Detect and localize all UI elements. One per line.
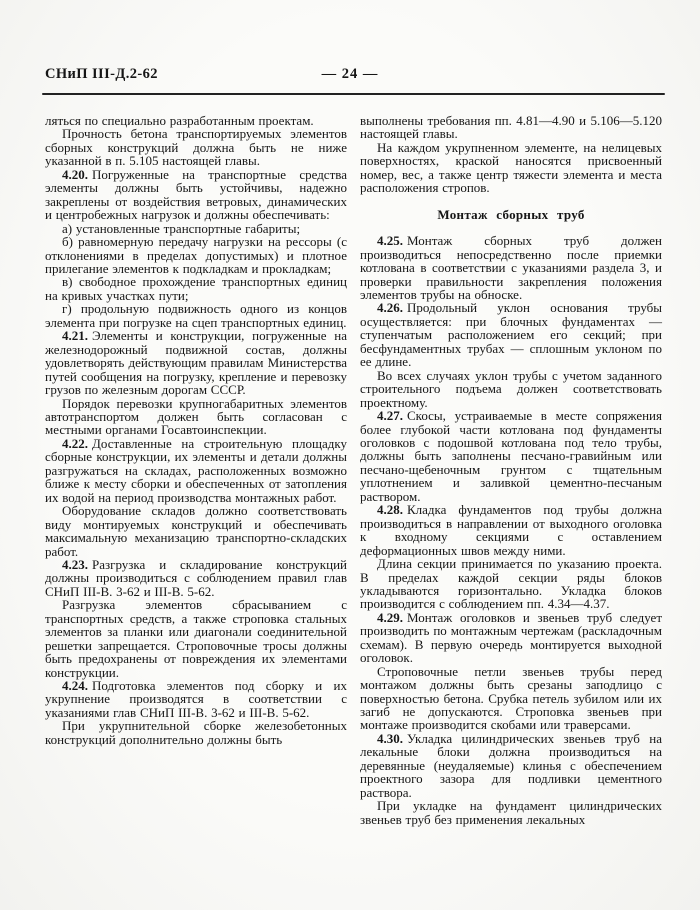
paragraph-number: 4.22. [62,435,88,451]
paragraph-text: Укладка цилиндрических звеньев труб на лекальные блоки должна производиться на деревянные (неудаляемые) клинья с обеспечением проектного зазора для подливки цементного раствора. [360,730,662,800]
paragraph [45,679,347,719]
header-rule [42,93,665,95]
paragraph-text: Разгрузка и складирование конструкций должны производиться с соблюдением правил глав СНиП III-В. 3-62 и III-В. 5-62. [45,556,347,599]
paragraph [360,114,662,141]
paragraph-text: Продольный уклон основания трубы осуществляется: при блочных фундаментах — ступенчатым расположением его секций; при бесфундаментных трубах — сплошным уклоном по ее длине. [360,300,662,370]
paragraph [360,301,662,368]
paragraph [45,437,347,504]
paragraph-text: Длина секции принимается по указанию проекта. В пределах каждой секции ряды блоков укладываются горизонтально. Укладка блоков производится с соблюдением пп. 4.34—4.37. [360,556,662,612]
paragraph-text: выполнены требования пп. 4.81—4.90 и 5.106—5.120 настоящей главы. [360,113,662,142]
paragraph [45,558,347,598]
paragraph-text: Прочность бетона транспортируемых элементов сборных конструкций должна быть не ниже указанной в п. 5.105 настоящей главы. [45,126,347,169]
paragraph [360,369,662,409]
page-header [0,66,700,86]
paragraph-number: 4.25. [377,233,403,249]
paragraph [45,598,347,679]
paragraph [45,168,347,222]
paragraph-number: 4.26. [377,300,403,316]
paragraph [45,329,347,396]
paragraph-number: 4.20. [62,166,88,182]
paragraph [360,234,662,301]
paragraph [360,557,662,611]
paragraph-number: 4.28. [377,502,403,518]
paragraph-text: Разгрузка элементов сбрасыванием с транспортных средств, а также строповка стальных элементов за планки или диагонали соединительной решетки запрещается. Строповочные тросы должны быть предохранены от повреждения их элементами конструкции. [45,597,347,680]
paragraph-number: 4.30. [377,730,403,746]
paragraph-text: Монтаж сборных труб должен производиться непосредственно после приемки котлована в соответствии с указаниями раздела 3, и проверки правильности закрепления положения элементов трубы на обноске. [360,233,662,302]
paragraph-number: 4.29. [377,609,403,625]
paragraph-text: б) равномерную передачу нагрузки на рессоры (с отклонениями в пределах допустимых) и плотное прилегание элементов к подкладкам и прокладкам; [45,234,347,276]
paragraph [45,235,347,275]
paragraph-text: в) свободное прохождение транспортных единиц на кривых участках пути; [45,274,347,303]
doc-code: СНиП III-Д.2-62 [45,66,158,82]
right-column [360,114,662,826]
paragraph [45,397,347,437]
paragraph-text: Монтаж сборных труб [437,206,585,222]
paragraph-text: На каждом укрупненном элементе, на нелицевых поверхностях, краской наносятся присвоенный номер, вес, а также центр тяжести элемента и места расположения стропов. [360,139,662,196]
paragraph-number: 4.27. [377,408,403,424]
paragraph [45,114,347,127]
paragraph [360,503,662,557]
paragraph-text: Порядок перевозки крупногабаритных элементов автотранспортом должен быть согласован с местными органами Госавтоинспекции. [45,395,347,438]
paragraph [45,127,347,167]
paragraph [45,504,347,558]
paragraph [360,799,662,826]
paragraph-text: Подготовка элементов под сборку и их укрупнение производятся в соответствии с указаниями глав СНиП III-В. 3-62 и III-В. 5-62. [45,678,347,720]
paragraph [360,611,662,665]
page-number: — 24 — [321,66,379,82]
paragraph-text: При укрупнительной сборке железобетонных конструкций дополнительно должны быть [45,718,347,747]
paragraph-text: г) продольную подвижность одного из концов элемента при погрузке на сцеп транспортных единиц. [45,301,347,330]
text-columns [45,114,662,826]
paragraph [360,665,662,732]
paragraph [360,732,662,799]
paragraph-text: Элементы и конструкции, погруженные на железнодорожный подвижной состав, должны удовлетворять действующим правилам Министерства путей сообщения на погрузку, крепление и перевозку грузов по железным дорогам СССР. [45,328,347,398]
paragraph-text: Монтаж оголовков и звеньев труб следует производить по монтажным чертежам (раскладочным схемам). В первую очередь монтируется выходной оголовок. [360,609,662,666]
paragraph [45,302,347,329]
paragraph-text: Скосы, устраиваемые в месте сопряжения более глубокой части котлована под фундаменты оголовков с подошвой котлована под тело трубы, должны быть заполнены песчано-гравийным или песчано-щебеночным грунтом с тщательным уплотнением и заливкой цементно-песчаным раствором. [360,408,662,504]
paragraph-text: Доставленные на строительную площадку сборные конструкции, их элементы и детали должны разгружаться на складах, расположенных возможно ближе к месту сборки и обеспеченных от затопления их водой на период производства монтажных работ. [45,435,347,505]
paragraph-text: а) установленные транспортные габариты; [62,220,301,236]
paragraph-text: При укладке на фундамент цилиндрических звеньев труб без применения лекальных [360,798,662,827]
paragraph-number: 4.21. [62,328,88,344]
paragraph [45,719,347,746]
section-heading [360,208,662,221]
paragraph [360,141,662,195]
paragraph-text: Строповочные петли звеньев трубы перед монтажом должны быть срезаны заподлицо с поверхностью бетона. Срубка петель зубилом или их загиб не допускаются. Строповка звеньев при монтаже производится скобами или траверсами. [360,663,662,733]
paragraph-number: 4.23. [62,556,88,572]
paragraph [45,222,347,235]
paragraph-text: Во всех случаях уклон трубы с учетом заданного строительного подъема должен соответствовать проектному. [360,367,662,410]
left-column [45,114,347,826]
paragraph-number: 4.24. [62,678,88,694]
paragraph-text: Погруженные на транспортные средства элементы должны быть устойчивы, надежно закреплены от воздействия ветровых, динамических и центробежных нагрузок и должны обеспечивать: [45,166,347,223]
paragraph-text: ляться по специально разработанным проектам. [45,113,314,128]
paragraph [360,409,662,503]
paragraph [45,275,347,302]
paragraph-text: Оборудование складов должно соответствовать виду монтируемых конструкций и обеспечивать максимальную механизацию транспортно-складских работ. [45,503,347,559]
paragraph-text: Кладка фундаментов под трубы должна производиться в направлении от выходного оголовка к входному секциями с оставлением деформационных швов между ними. [360,502,662,558]
